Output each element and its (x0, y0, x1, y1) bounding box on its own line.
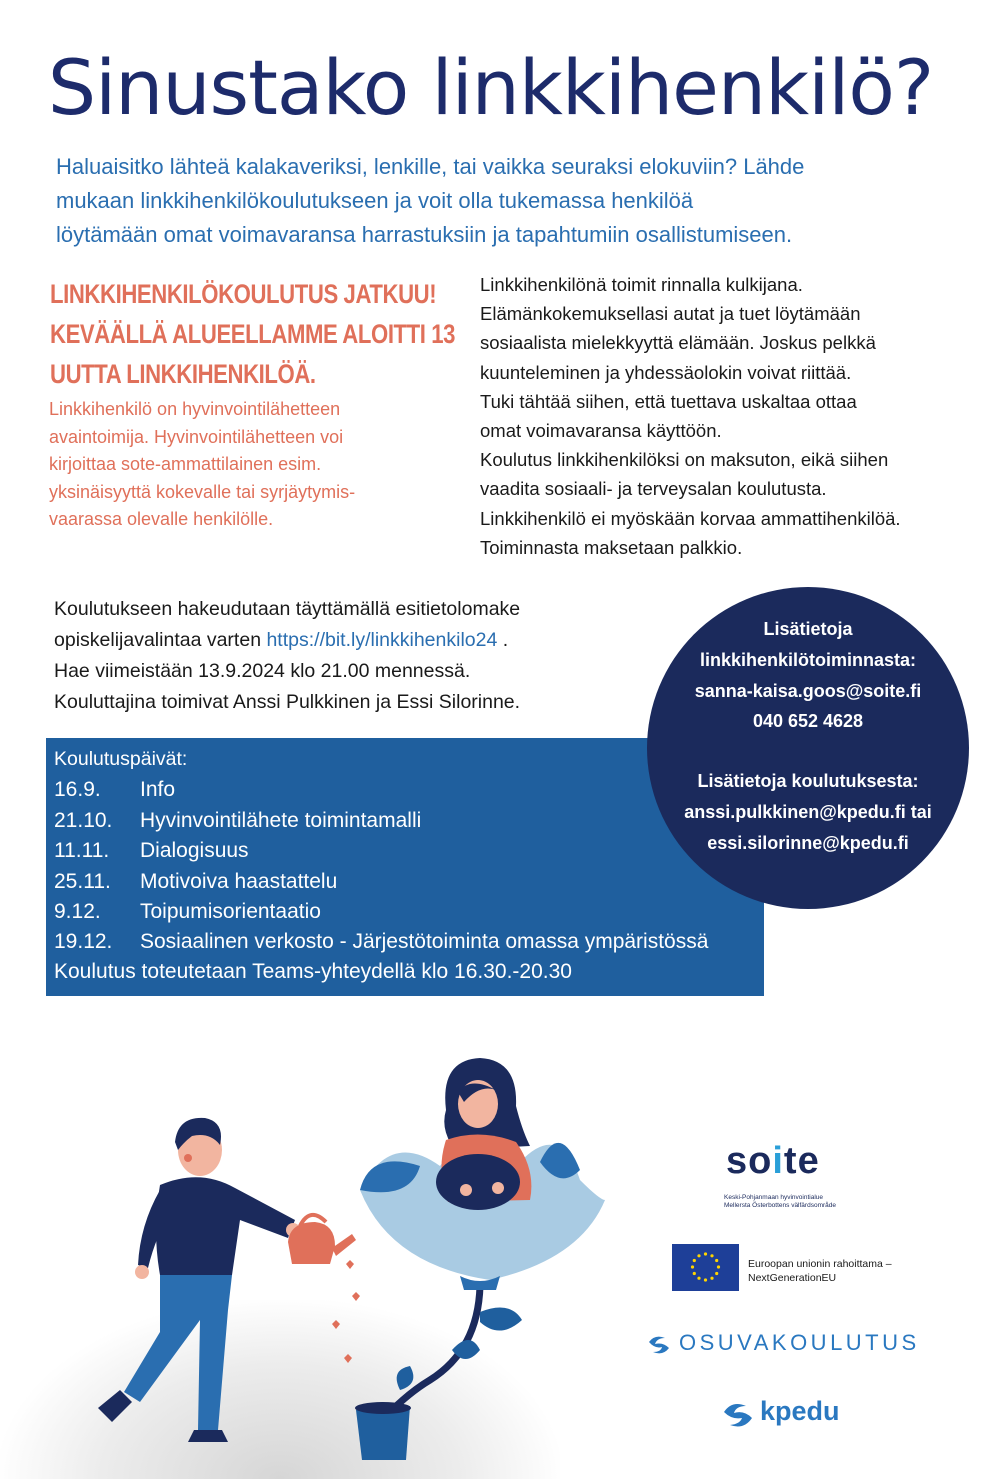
eu-flag-icon (672, 1244, 739, 1291)
apply-deadline: Hae viimeistään 13.9.2024 klo 21.00 mennessä. (54, 660, 471, 682)
description-line: Linkkihenkilönä toimit rinnalla kulkijana. (480, 274, 803, 295)
contact-label: Lisätietoja (763, 619, 853, 639)
red-paragraph-line: vaarassa olevalle henkilölle. (49, 509, 274, 529)
eu-text: NextGenerationEU (748, 1272, 837, 1284)
red-heading-line: LINKKIHENKILÖKOULUTUS JATKUU! (50, 279, 437, 309)
intro-line: mukaan linkkihenkilökoulutukseen ja voit olla tukemassa henkilöä (56, 188, 694, 213)
intro-line: Haluaisitko lähteä kalakaveriksi, lenkille, tai vaikka seuraksi elokuviin? Lähde (56, 154, 805, 179)
schedule-topic: Dialogisuus (140, 839, 249, 862)
soite-wordmark (726, 1140, 820, 1183)
watering-can (288, 1215, 356, 1264)
description-line: kuunteleminen ja yhdessäolokin voivat riittää. (480, 361, 852, 383)
red-paragraph-line: yksinäisyyttä kokevalle tai syrjäytymis- (49, 481, 356, 502)
contact-phone[interactable]: 040 652 4628 (752, 711, 864, 731)
osuvakoulutus-logo (645, 1328, 925, 1362)
kpedu-swirl-icon (720, 1398, 756, 1432)
schedule-footer: Koulutus toteutetaan Teams-yhteydellä klo 16.30.-20.30 (54, 960, 572, 983)
apply-line (54, 625, 654, 656)
contact-label: linkkihenkilötoiminnasta: (699, 650, 917, 670)
soite-subtitle: Mellersta Österbottens välfärdsområde (724, 1202, 836, 1209)
description-line: Elämänkokemuksellasi autat ja tuet löytämään (480, 303, 861, 325)
eu-text: Euroopan unionin rahoittama – (748, 1258, 892, 1270)
osuva-text: OSUVAKOULUTUS (679, 1330, 920, 1355)
schedule-heading: Koulutuspäivät: (54, 748, 188, 770)
intro-paragraph (56, 150, 936, 252)
apply-line-text: opiskelijavalintaa varten (54, 629, 267, 651)
contact-label: Lisätietoja koulutuksesta: (697, 771, 919, 791)
description-line: Tuki tähtää siihen, että tuettava uskaltaa ottaa (480, 390, 857, 412)
apply-trainers: Kouluttajina toimivat Anssi Pulkkinen ja Essi Silorinne. (54, 691, 521, 713)
schedule-row (54, 809, 421, 833)
schedule-date: 21.10. (54, 809, 113, 832)
description-line: Koulutus linkkihenkilöksi on maksuton, eikä siihen (480, 449, 889, 471)
contact-email[interactable]: sanna-kaisa.goos@soite.fi (694, 681, 922, 701)
red-heading-line: UUTTA LINKKIHENKILÖÄ. (50, 359, 316, 389)
soite-text: so (726, 1140, 773, 1182)
page-title: Sinustako linkkihenkilö? (47, 43, 934, 132)
osuva-swirl-icon (645, 1332, 673, 1358)
red-paragraph-line: kirjoittaa sote-ammattilainen esim. (49, 454, 322, 474)
contact-circle (647, 587, 969, 909)
hearts (332, 1260, 360, 1363)
application-link[interactable]: https://bit.ly/linkkihenkilo24 (266, 629, 498, 651)
kpedu-logo (720, 1394, 860, 1438)
soite-text: te (783, 1140, 820, 1182)
woman-figure (436, 1058, 531, 1210)
schedule-row (54, 778, 175, 802)
application-info (54, 594, 654, 718)
schedule-row (54, 839, 249, 863)
red-paragraph-line: avaintoimija. Hyvinvointilähetteen voi (49, 426, 344, 447)
intro-line: löytämään omat voimavaransa harrastuksiin ja tapahtumiin osallistumiseen. (56, 222, 793, 247)
schedule-date: 19.12. (54, 930, 113, 953)
schedule-topic: Info (140, 778, 176, 801)
description-paragraph (480, 270, 980, 562)
schedule-topic: Toipumisorientaatio (140, 900, 321, 923)
description-line: Linkkihenkilö ei myöskään korvaa ammattihenkilöä. (480, 507, 901, 529)
schedule-topic: Motivoiva haastattelu (140, 870, 338, 893)
schedule-topic: Hyvinvointilähete toimintamalli (140, 809, 422, 832)
schedule-topic: Sosiaalinen verkosto - Järjestötoiminta omassa ympäristössä (140, 930, 709, 953)
description-line: vaadita sosiaali- ja terveysalan koulutusta. (480, 478, 827, 500)
description-line: Toiminnasta maksetaan palkkio. (480, 536, 743, 558)
apply-line-text: . (497, 629, 509, 651)
schedule-row (54, 900, 321, 924)
schedule-date: 25.11. (54, 870, 111, 893)
description-line: omat voimavaransa käyttöön. (480, 420, 722, 442)
red-paragraph-line: Linkkihenkilö on hyvinvointilähetteen (49, 399, 341, 419)
schedule-date: 9.12. (54, 900, 101, 923)
soite-subtitle: Keski-Pohjanmaan hyvinvointialue (724, 1194, 824, 1201)
contact-email[interactable]: essi.silorinne@kpedu.fi (707, 833, 909, 853)
apply-line: Koulutukseen hakeudutaan täyttämällä esitietolomake (54, 598, 521, 620)
schedule-row (54, 930, 708, 954)
schedule-date: 16.9. (54, 778, 101, 801)
red-heading-line: KEVÄÄLLÄ ALUEELLAMME ALOITTI 13 (50, 319, 456, 349)
illustration (60, 1050, 620, 1470)
red-heading (50, 274, 456, 394)
schedule-row (54, 870, 337, 894)
red-paragraph (49, 396, 449, 534)
eu-funding-logo (672, 1244, 912, 1294)
schedule-date: 11.11. (54, 839, 110, 862)
man-figure (98, 1118, 300, 1442)
description-line: sosiaalista mielekkyyttä elämään. Joskus pelkkä (480, 332, 876, 354)
contact-email[interactable]: anssi.pulkkinen@kpedu.fi tai (684, 802, 932, 822)
kpedu-text: kpedu (760, 1396, 840, 1426)
soite-text: i (772, 1140, 784, 1182)
soite-logo (722, 1140, 872, 1220)
